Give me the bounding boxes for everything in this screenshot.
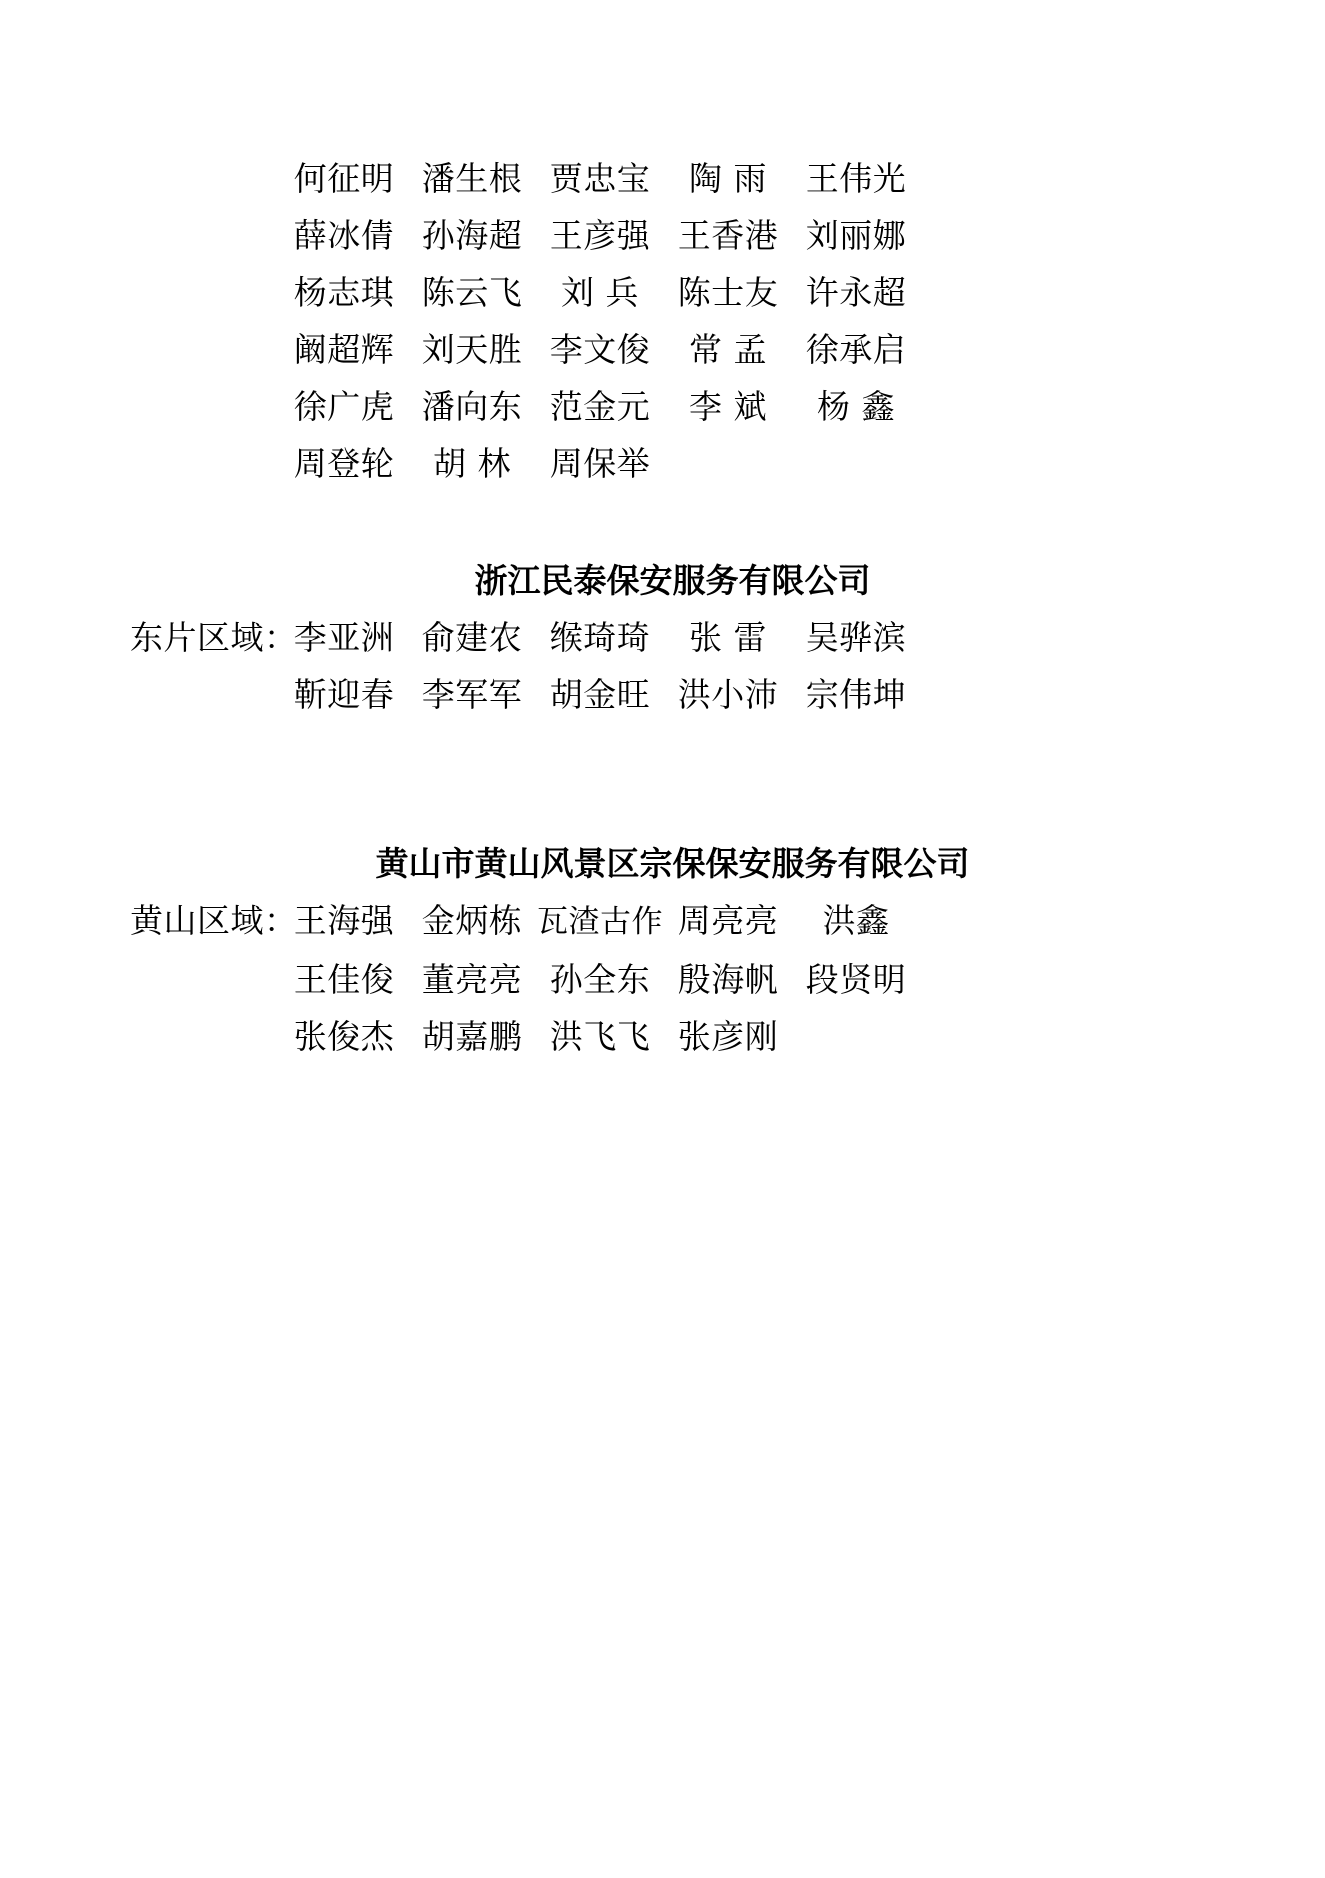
name-cell: 何征明 [293,159,395,198]
name-row [130,321,1195,378]
name-cell: 李军军 [421,675,523,714]
name-cell: 常 孟 [689,330,767,369]
name-row [130,609,1195,666]
name-cell: 段贤明 [805,960,907,999]
name-cell: 潘生根 [421,159,523,198]
name-cell: 薛冰倩 [293,216,395,255]
name-row [130,892,1195,951]
name-block-continued [130,150,1195,492]
name-row [130,951,1195,1008]
name-cell: 张 雷 [689,618,767,657]
name-cell: 周亮亮 [677,901,779,940]
name-row [130,666,1195,723]
name-cell: 吴骅滨 [805,618,907,657]
name-cell: 周登轮 [293,444,395,483]
section-spacer [130,492,1195,552]
name-cell: 许永超 [805,273,907,312]
name-cell: 李亚洲 [293,618,395,657]
name-cell: 瓦渣古作 [537,904,663,940]
name-cell: 王香港 [677,216,779,255]
name-row [130,150,1195,207]
name-block-huangshan-zongbao [130,835,1195,1065]
name-row [130,207,1195,264]
name-cell: 胡嘉鹏 [421,1017,523,1056]
name-cell: 孙海超 [421,216,523,255]
name-cell: 董亮亮 [421,960,523,999]
name-cell: 俞建农 [421,618,523,657]
company-title: 黄山市黄山风景区宗保保安服务有限公司 [375,844,970,883]
name-cell: 胡金旺 [549,675,651,714]
name-cell: 徐广虎 [293,387,395,426]
name-cell: 李 斌 [689,387,767,426]
name-cell: 周保举 [549,444,651,483]
name-cell: 刘天胜 [421,330,523,369]
name-cell: 刘 兵 [561,273,639,312]
name-cell: 徐承启 [805,330,907,369]
name-cell: 阚超辉 [293,330,395,369]
name-cell: 杨志琪 [293,273,395,312]
name-cell: 孙全东 [549,960,651,999]
name-row [130,1008,1195,1065]
name-cell: 王佳俊 [293,960,395,999]
name-cell: 宗伟坤 [805,675,907,714]
name-cell: 李文俊 [549,330,651,369]
name-cell: 金炳栋 [421,901,523,940]
name-cell: 杨 鑫 [817,387,895,426]
name-cell: 贾忠宝 [549,159,651,198]
name-cell: 张彦刚 [677,1017,779,1056]
name-row [130,264,1195,321]
name-cell: 缑琦琦 [549,618,651,657]
name-cell: 范金元 [549,387,651,426]
name-cell: 刘丽娜 [805,216,907,255]
name-row [130,378,1195,435]
name-cell: 洪鑫 [822,901,890,940]
name-cell: 陶 雨 [689,159,767,198]
name-cell: 陈云飞 [421,273,523,312]
row-label: 黄山区域： [130,901,298,940]
name-cell: 靳迎春 [293,675,395,714]
name-cell: 洪飞飞 [549,1017,651,1056]
name-cell: 张俊杰 [293,1017,395,1056]
company-title: 浙江民泰保安服务有限公司 [474,561,871,600]
name-cell: 王海强 [293,901,395,940]
section-spacer [130,723,1195,835]
name-cell: 殷海帆 [677,960,779,999]
name-cell: 胡 林 [433,444,511,483]
name-row [130,435,1195,492]
name-cell: 陈士友 [677,273,779,312]
name-cell: 潘向东 [421,387,523,426]
row-label: 东片区域： [130,618,298,657]
name-block-zhejiang-mintai [130,552,1195,723]
name-cell: 洪小沛 [677,675,779,714]
name-cell: 王伟光 [805,159,907,198]
name-cell: 王彦强 [549,216,651,255]
